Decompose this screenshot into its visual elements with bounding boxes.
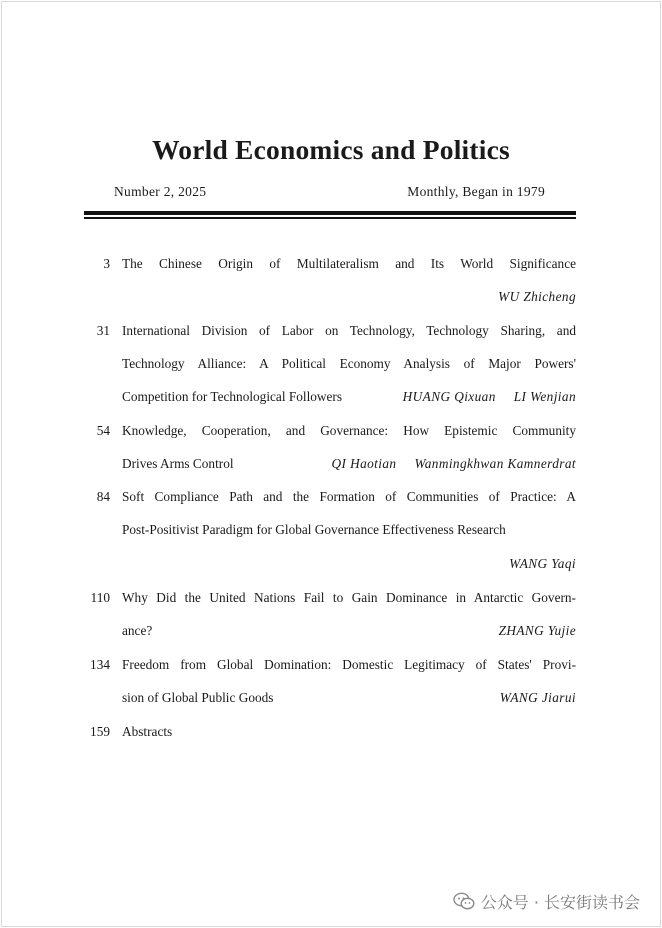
- toc-title-text: ance?: [122, 623, 153, 638]
- toc-title-text: Drives Arms Control: [122, 456, 234, 471]
- toc-page-number: 159: [90, 724, 110, 739]
- toc-author: ZHANG Yujie: [498, 623, 576, 638]
- toc-title-text: Competition for Technological Followers: [122, 389, 343, 404]
- toc-title-line: The Chinese Origin of Multilateralism and Its World Significance: [122, 256, 576, 271]
- toc-author: LI Wenjian: [513, 389, 576, 404]
- toc-title-line: Knowledge, Cooperation, and Governance: How Epistemic Community: [122, 423, 576, 438]
- toc-authors: [332, 454, 576, 474]
- toc-title-line: Technology Alliance: A Political Economy Analysis of Major Powers': [122, 356, 576, 371]
- toc-title-line-with-authors: [122, 387, 576, 407]
- toc-page-number: 31: [96, 323, 110, 338]
- watermark: [453, 889, 640, 913]
- toc-author: WANG Yaqi: [509, 556, 576, 571]
- toc-authors: [122, 554, 576, 574]
- toc-title-line: International Division of Labor on Technology, Technology Sharing, and: [122, 323, 576, 338]
- toc-title-line-with-authors: [122, 454, 576, 474]
- toc-author: QI Haotian: [331, 456, 397, 471]
- toc-title-line-with-authors: [122, 621, 576, 641]
- toc-title-line: [122, 520, 576, 540]
- toc-title-text: sion of Global Public Goods: [122, 690, 274, 705]
- toc-page-number: 54: [96, 423, 110, 438]
- toc-author: HUANG Qixuan: [402, 389, 496, 404]
- toc-author: WANG Jiarui: [499, 690, 576, 705]
- toc-author: Wanmingkhwan Kamnerdrat: [414, 456, 576, 471]
- watermark-text: 公众号 · 长安街读书会: [480, 892, 640, 912]
- toc-authors: [403, 387, 576, 407]
- wechat-icon: [453, 892, 475, 910]
- publication-frequency: Monthly, Began in 1979: [407, 184, 545, 199]
- toc-title-line: Why Did the United Nations Fail to Gain Dominance in Antarctic Govern-: [122, 590, 576, 605]
- toc-page-number: 134: [90, 657, 110, 672]
- issue-number: Number 2, 2025: [114, 184, 207, 199]
- toc-title-line: Freedom from Global Domination: Domestic Legitimacy of States' Provi-: [122, 657, 576, 672]
- toc-title-line: Soft Compliance Path and the Formation of Communities of Practice: A: [122, 489, 576, 504]
- toc-title-line: [122, 722, 576, 742]
- toc-authors: [122, 287, 576, 307]
- toc-author: WU Zhicheng: [498, 289, 576, 304]
- toc-title-text: Post-Positivist Paradigm for Global Governance Effectiveness Research: [122, 522, 506, 537]
- journal-title: World Economics and Politics: [152, 134, 510, 165]
- toc-page-number: 3: [103, 256, 110, 271]
- toc-page-number: 110: [90, 590, 110, 605]
- toc-title-text: Abstracts: [122, 724, 173, 739]
- toc-title-line-with-authors: [122, 688, 576, 708]
- toc-page-number: 84: [96, 489, 110, 504]
